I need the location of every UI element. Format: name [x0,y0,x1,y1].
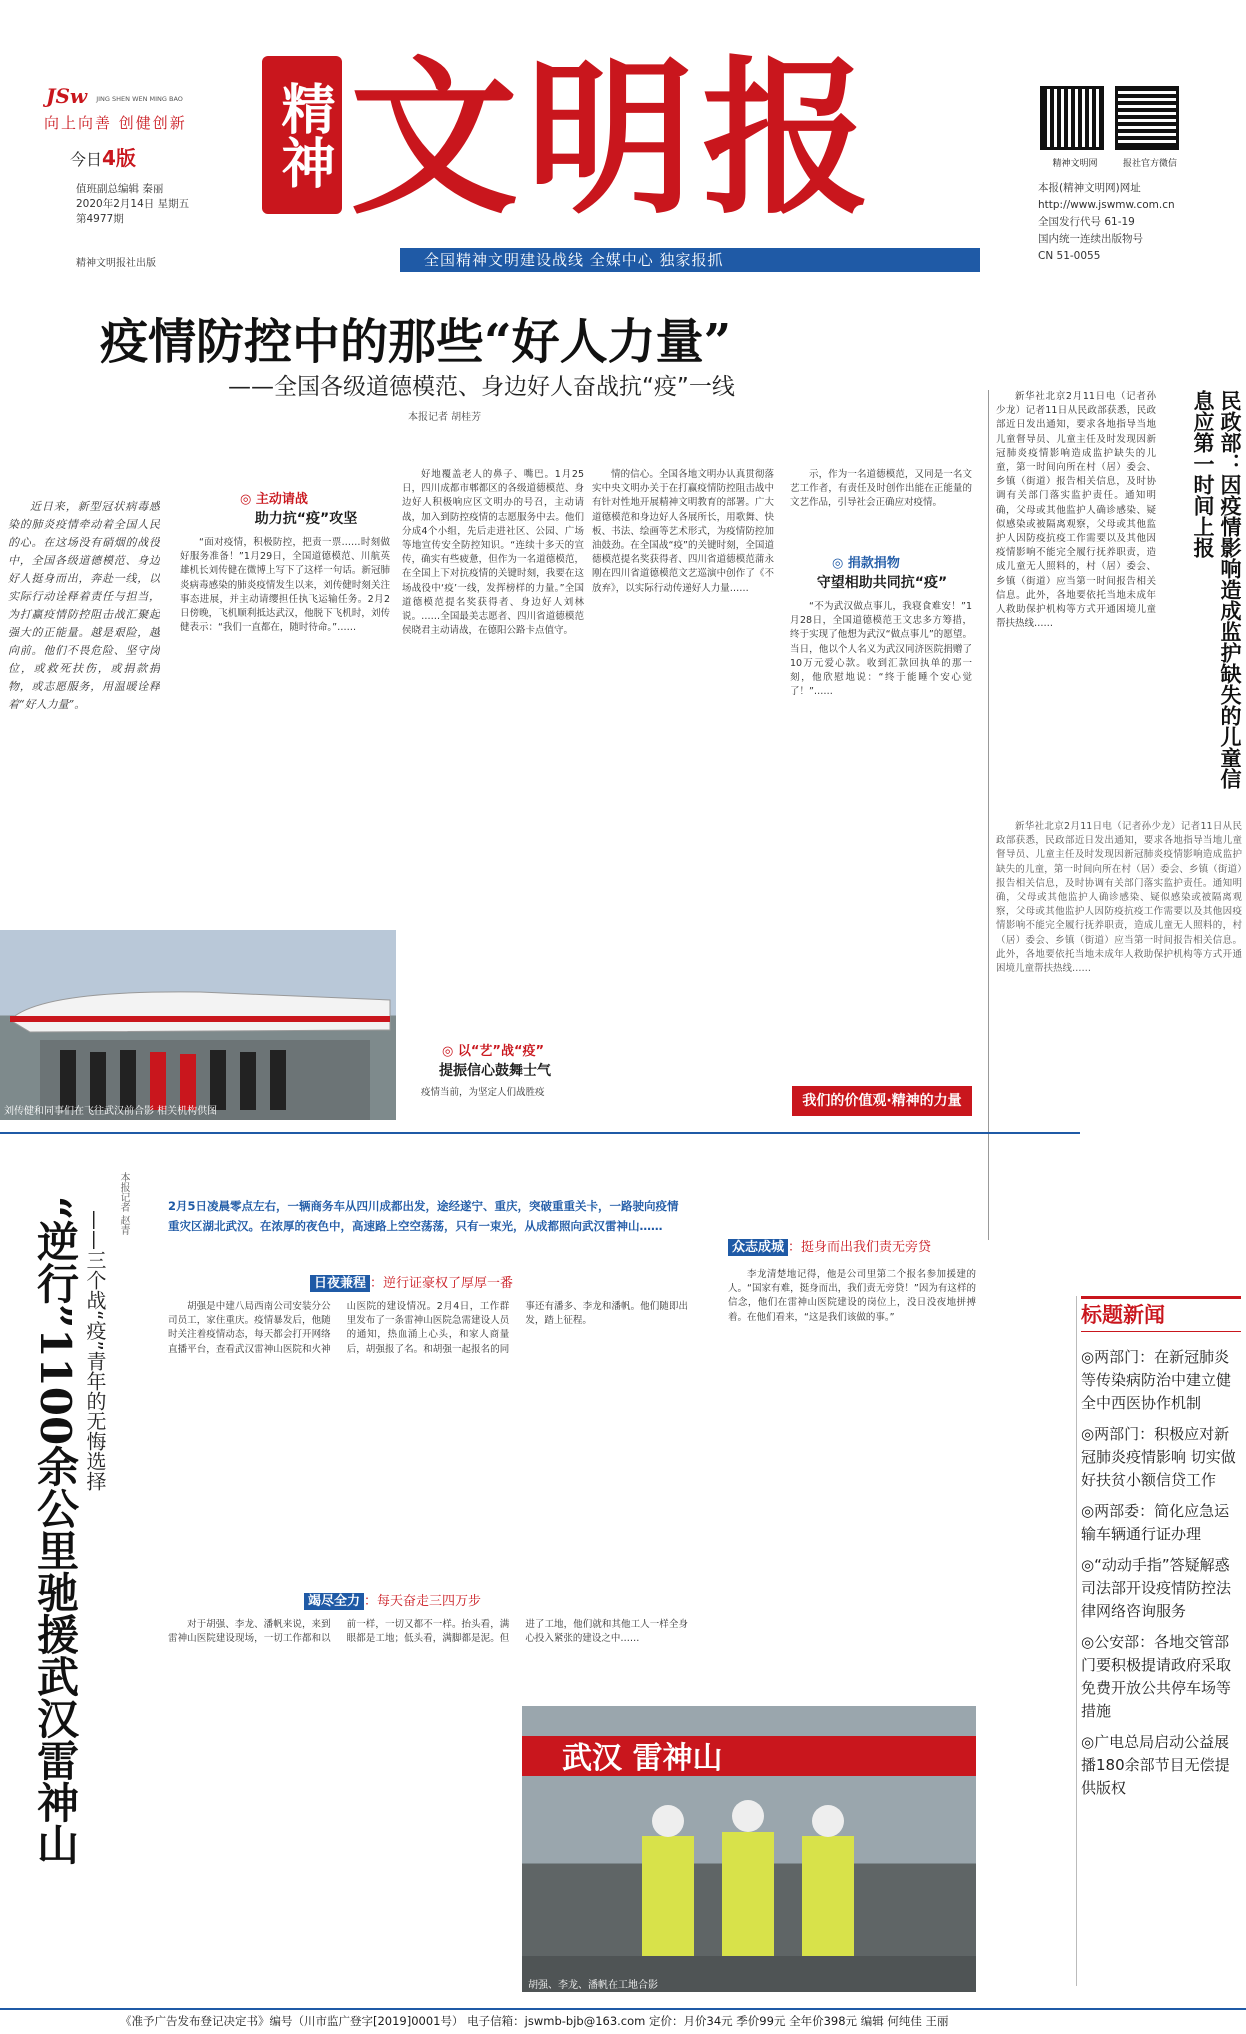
section1-text: “面对疫情，积极防控，把责一票……时刻做好服务准备！”1月29日，全国道德模范、川航英雄机长刘传健在微博上写下了这样一句话。新冠肺炎病毒感染的肺炎疫情发生以来，刘传健时刻关注事态进展，并主动请缨担任执飞运输任务。2月2日傍晚，飞机顺利抵达武汉，他脱下飞机时，刘传健表示：“我们一直都在，随时待命。”…… [180,537,390,634]
sidebar-text: 新华社北京2月11日电（记者孙少龙）记者11日从民政部获悉，民政部近日发出通知，要求各地指导当地儿童督导员、儿童主任及时发现因新冠肺炎疫情影响造成监护缺失的儿童，第一时间向所在村（居）委会、乡镇（街道）报告相关信息，及时协调有关部门落实监护责任。通知明确，父母或其他监护人确诊感染、疑似感染或被隔离观察，父母或其他监护人因防疫抗疫工作需要以及其他因疫情影响不能完全履行抚养职责，造成儿童无人照料的，村（居）委会、乡镇（街道）应当第一时间报告相关信息。此外，各地要依托当地未成年人救助保护机构等方式开通困境儿童帮扶热线…… [996,391,1156,630]
section2-title: 提振信心鼓舞士气 [439,1063,551,1079]
news-item[interactable]: ◎广电总局启动公益展播180余部节目无偿提供版权 [1081,1733,1230,1797]
feature-title: “逆行”1100余公里驰援武汉雷神山 [31,1196,80,1866]
headline-sub: ——全国各级道德模范、身边好人奋战抗“疫”一线 [228,374,735,400]
section2-marker: ◎ 以“艺”战“疫” [442,1044,545,1059]
section3-text: “不为武汉做点事儿，我寝食难安！”1月28日，全国道德模范王文忠多方筹措，终于实现了他想为武汉“做点事儿”的愿望。当日，他以个人名义为武汉同济医院捐赠了10万元爱心款。收到汇款回执单的那一刻，他欣慰地说：“终于能睡个安心觉了！”…… [790,601,972,698]
news-list [1081,1346,1241,1808]
feature-sec3-heading: 众志成城 ：挺身而出我们责无旁贷 [728,1236,931,1255]
news-box-header [1081,1296,1241,1332]
headline-byline: 本报记者 胡桂芳 [408,412,482,423]
masthead-tagline: 全国精神文明建设战线 全媒中心 独家报抓 [400,248,980,272]
feature-subtitle: ——三个战“疫”青年的无悔选择 [83,1210,107,1491]
feature-sec2-heading: 竭尽全力 ：每天奋走三四万步 [304,1590,481,1609]
qr-code-wechat[interactable] [1115,86,1179,150]
site-url[interactable]: http://www.jswmw.com.cn [1038,199,1175,211]
issue-info: 值班副总编辑 秦丽 2020年2月14日 星期五 第4977期 [76,183,190,225]
publication-codes: 本报(精神文明网)网址 http://www.jswmw.com.cn 全国发行代号 61-19 国内统一连续出版物号 CN 51-0055 [1038,180,1238,265]
workers-illustration [522,1706,976,1992]
news-box [1076,1296,1242,1986]
masthead-title: 文明报 [350,39,878,237]
footer-rule [0,2008,1246,2010]
column2-text: 好地覆盖老人的鼻子、嘴巴。1月25日，四川成都市郫都区的各级道德模范、身边好人积极响应区文明办的号召，主动请战，加入到防控疫情的志愿服务中去。他们分成4个小组，先后走进社区、公园、广场等地宣传安全防控知识。“连续十多天的宣传，确实有些疲惫，但作为一名道德模范，在全国上下对抗疫情的关键时刻，我要在这场战役中‘疫’一线，发挥榜样的力量。”全国道德模范提名奖获得者、身边好人刘林说。……全国最美志愿者、四川省道德模范侯晓君主动请战，在德阳公路卡点值守。 [402,469,584,637]
news-item[interactable]: ◎两部委：简化应急运输车辆通行证办理 [1081,1502,1230,1543]
news-box-title: 标题新闻 [1081,1302,1165,1327]
brand-logo: JSw JING SHEN WEN MING BAO [46,84,183,108]
section1-title: 助力抗“疫”攻坚 [254,511,358,527]
sidebar-title: 民政部：因疫情影响造成监护缺失的儿童信息应第一时间上报 [1191,390,1243,789]
photo1-caption: 刘传健和同事们在飞往武汉前合影 相关机构供图 [4,1106,218,1117]
footer-text: 《准予广告发布登记决定书》编号（川市监广登字[2019]0001号） 电子信箱：jswmb-bjb@163.com 定价：月价34元 季价99元 全年价398元 编辑 何纯佳 王丽 [120,2014,949,2028]
section1-marker: ◎ 主动请战 [240,492,308,507]
airplane-photo [0,930,396,1120]
feature-sec3-text: 李龙清楚地记得，他是公司里第二个报名参加援建的人。“国家有难，挺身而出，我们责无旁贷！”因为有这样的信念，他们在雷神山医院建设的岗位上，没日没夜地拼搏着。在他们看来，“这是我们该做的事。” [728,1269,976,1323]
headline: 疫情防控中的那些“好人力量” [100,314,732,370]
airplane-illustration [0,930,396,1120]
workers-photo [522,1706,976,1992]
feature-sec2-text: 对于胡强、李龙、潘帆来说，来到雷神山医院建设现场，一切工作都和以前一样，一切又都不一样。抬头看，满眼都是工地；低头看，满脚都是泥。但进了工地，他们就和其他工人一样全身心投入紧张的建设之中…… [168,1619,688,1645]
brand-pinyin: JING SHEN WEN MING BAO [96,94,183,103]
news-item[interactable]: ◎两部门：在新冠肺炎等传染病防治中建立健全中西医协作机制 [1081,1348,1232,1412]
feature-sec1-text: 胡强是中建八局西南公司安装分公司员工，家住重庆。疫情暴发后，他随时关注着疫情动态，每天都会打开网络直播平台，查看武汉雷神山医院和火神山医院的建设情况。2月4日，工作群里发布了一条雷神山医院急需建设人员的通知，热血涌上心头，和家人商量后，胡强报了名。和胡强一起报名的同事还有潘多、李龙和潘帆。他们随即出发，踏上征程。 [168,1301,688,1355]
column3-text: 情的信心。全国各地文明办认真贯彻落实中央文明办关于在打赢疫情防控阻击战中有针对性地开展精神文明教育的部署。广大道德模范和身边好人各展所长，用歌舞、快板、书法、绘画等艺术形式，为疫情防控加油鼓劲。在全国战“疫”的关键时刻，全国道德模范提名奖获得者、四川省道德模范蒲永刚在四川省道德模范文艺巡演中创作了《不放弃》，以实际行动传递好人力量…… [592,469,774,594]
column4-text: 示，作为一名道德模范，又同是一名文艺工作者，有责任及时创作出能在正能量的文艺作品，引导社会正确应对疫情。 [790,469,972,509]
publisher: 精神文明报社出版 [76,258,156,269]
news-item[interactable]: ◎“动动手指”答疑解惑 司法部开设疫情防控法律网络咨询服务 [1081,1556,1232,1620]
sidebar-text-lower: 新华社北京2月11日电（记者孙少龙）记者11日从民政部获悉，民政部近日发出通知，要求各地指导当地儿童督导员、儿童主任及时发现因新冠肺炎疫情影响造成监护缺失的儿童，第一时间向所在村（居）委会、乡镇（街道）报告相关信息，及时协调有关部门落实监护责任。通知明确，父母或其他监护人确诊感染、疑似感染或被隔离观察，父母或其他监护人因防疫抗疫工作需要以及其他因疫情影响不能完全履行抚养职责，造成儿童无人照料的，村（居）委会、乡镇（街道）应当第一时间报告相关信息。此外，各地要依托当地未成年人救助保护机构等方式开通困境儿童帮扶热线…… [996,821,1242,975]
qr2-label: 报社官方微信 [1122,159,1177,169]
today-pages: 今日4版 [70,146,136,170]
feature-intro: 2月5日凌晨零点左右，一辆商务车从四川成都出发，途经遂宁、重庆，突破重重关卡，一路驶向疫情重灾区湖北武汉。在浓厚的夜色中，高速路上空空荡荡，只有一束光，从成都照向武汉雷神山…… [168,1199,679,1233]
news-item[interactable]: ◎公安部：各地交管部门要积极提请政府采取免费开放公共停车场等措施 [1081,1633,1232,1720]
masthead-seal: 精神 [262,56,342,214]
slogan: 向上向善 创健创新 [44,114,187,132]
svg-text:武汉 雷神山: 武汉 雷神山 [562,1741,723,1776]
section-divider [0,1132,1080,1134]
feature-byline: 本报记者 赵青 [118,1172,129,1236]
qr1-label: 精神文明网 [1052,159,1098,169]
masthead [0,0,1246,280]
section3-marker: ◎ 捐款捐物 [832,556,900,571]
section3-title: 守望相助共同抗“疫” [816,575,948,591]
section2-text: 疫情当前，为坚定人们战胜疫 [421,1087,545,1098]
sidebar-divider [988,390,989,1240]
photo2-caption: 胡强、李龙、潘帆在工地合影 [528,1980,658,1991]
values-banner: 我们的价值观·精神的力量 [792,1086,972,1116]
lead-text: 近日来，新型冠状病毒感染的肺炎疫情牵动着全国人民的心。在这场没有硝烟的战役中，全国各级道德模范、身边好人挺身而出，奔赴一线，以实际行动诠释着责任与担当，为打赢疫情防控阻击战汇聚起强大的正能量。越是艰险，越向前。他们不畏危险、坚守岗位，或救死扶伤，或捐款捐物，或志愿服务，用温暖诠释着“好人力量”。 [8,500,160,711]
feature-sec1-heading: 日夜兼程 ：逆行证豪权了厚厚一番 [310,1272,513,1291]
news-item[interactable]: ◎两部门：积极应对新冠肺炎疫情影响 切实做好扶贫小额信贷工作 [1081,1425,1236,1489]
qr-code-site[interactable] [1040,86,1104,150]
